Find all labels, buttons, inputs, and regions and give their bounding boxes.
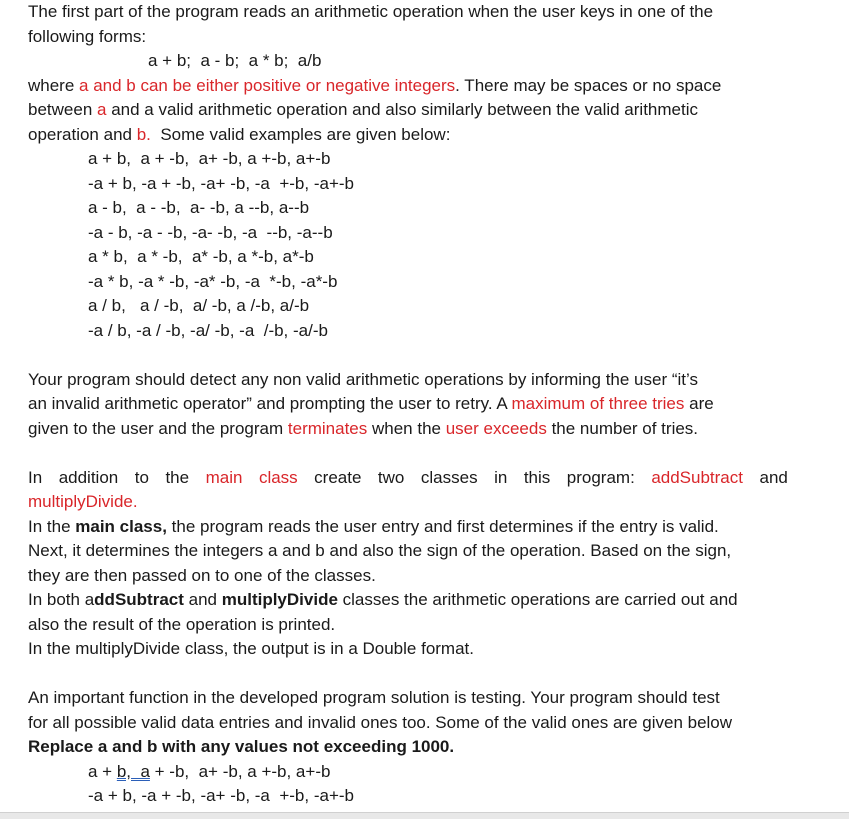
classes-line-7: also the result of the operation is printed. bbox=[28, 614, 336, 634]
intro-line-4: where a and b can be either positive or negative integers. There may be spaces or no space bbox=[28, 75, 722, 95]
testing-line-3: Replace a and b with any values not exceeding 1000. bbox=[28, 737, 455, 756]
example-line: a - b, a - -b, a- -b, a --b, a--b bbox=[88, 198, 310, 217]
invalid-line-1: Your program should detect any non valid arithmetic operations by informing the user “it’s bbox=[28, 369, 698, 389]
example-line: -a - b, -a - -b, -a- -b, -a --b, -a--b bbox=[88, 222, 333, 242]
classes-line-4: Next, it determines the integers a and b and also the sign of the operation. Based on the sign, bbox=[28, 541, 732, 560]
horizontal-scrollbar[interactable] bbox=[0, 812, 849, 819]
bold-multiplydivide: multiplyDivide bbox=[221, 590, 338, 609]
example-line: a + b, a + -b, a+ -b, a +-b, a+-b bbox=[88, 149, 331, 168]
intro-line-5: between a and a valid arithmetic operation and also similarly between the valid arithmetic bbox=[28, 100, 698, 119]
testing-line-2: for all possible valid data entries and invalid ones too. Some of the valid ones are given below bbox=[28, 712, 733, 732]
example-line: -a / b, -a / -b, -a/ -b, -a /-b, -a/-b bbox=[88, 320, 328, 340]
intro-line-2: following forms: bbox=[28, 26, 147, 46]
highlight-user-exceeds: user exceeds bbox=[445, 418, 547, 438]
classes-line-6: In both addSubtract and multiplyDivide classes the arithmetic operations are carried out and bbox=[28, 590, 738, 609]
highlight-terminates: terminates bbox=[287, 418, 368, 438]
invalid-line-3: given to the user and the program terminates when the user exceeds the number of tries. bbox=[28, 418, 699, 438]
example-line: -a + b, -a + -b, -a+ -b, -a +-b, -a+-b bbox=[88, 173, 354, 193]
intro-line-1: The first part of the program reads an arithmetic operation when the user keys in one of the bbox=[28, 2, 714, 21]
highlight-multiplydivide: multiplyDivide. bbox=[28, 492, 138, 511]
highlight-class: class bbox=[258, 467, 298, 487]
example-line: a * b, a * -b, a* -b, a *-b, a*-b bbox=[88, 247, 314, 266]
testing-example-1: a + b, a + -b, a+ -b, a +-b, a+-b bbox=[88, 761, 331, 781]
operation-forms: a + b; a - b; a * b; a/b bbox=[148, 51, 322, 70]
document-page bbox=[28, 0, 788, 809]
highlight-addsubtract: addSubtract bbox=[651, 467, 743, 487]
classes-line-1: In addition to the main class create two classes in this program: addSubtract and bbox=[28, 466, 788, 491]
highlight-main: main bbox=[205, 467, 243, 487]
highlight-a: a bbox=[97, 100, 107, 119]
example-line: a / b, a / -b, a/ -b, a /-b, a/-b bbox=[88, 296, 310, 315]
invalid-line-2: an invalid arithmetic operator” and prompting the user to retry. A maximum of three tries are bbox=[28, 394, 714, 413]
testing-line-1: An important function in the developed program solution is testing. Your program should test bbox=[28, 688, 720, 707]
classes-line-3: In the main class, the program reads the user entry and first determines if the entry is valid. bbox=[28, 516, 719, 536]
testing-example-2: -a + b, -a + -b, -a+ -b, -a +-b, -a+-b bbox=[88, 786, 354, 805]
classes-line-5: they are then passed on to one of the classes. bbox=[28, 565, 376, 585]
intro-line-6: operation and b. Some valid examples are given below: bbox=[28, 124, 451, 144]
bold-addsubtract: ddSubtract bbox=[94, 590, 184, 609]
bold-main-class: main class, bbox=[75, 516, 167, 536]
spellcheck-underline: b, a bbox=[116, 761, 150, 781]
highlight-integers: a and b can be either positive or negative integers bbox=[79, 75, 456, 95]
classes-line-8: In the multiplyDivide class, the output is in a Double format. bbox=[28, 639, 474, 658]
highlight-max-tries: maximum of three tries bbox=[511, 394, 685, 413]
example-line: -a * b, -a * -b, -a* -b, -a *-b, -a*-b bbox=[88, 271, 338, 291]
highlight-b: b. bbox=[136, 124, 151, 144]
